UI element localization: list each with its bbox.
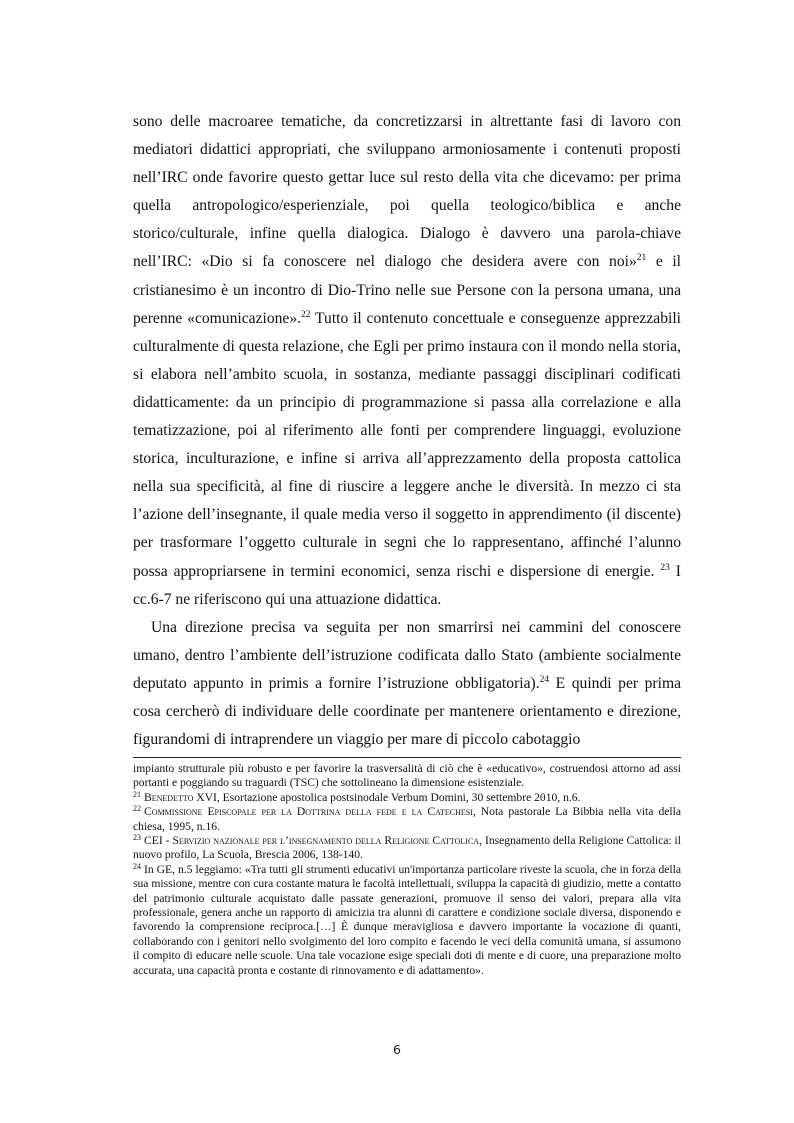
page-number: 6 bbox=[393, 1042, 401, 1057]
footnote-21-number: 21 bbox=[133, 789, 141, 799]
footnote-22-number: 22 bbox=[133, 804, 141, 814]
footnote-24 bbox=[133, 863, 681, 978]
footnote-23-author: Servizio nazionale per l’insegnamento della Religione Cattolica bbox=[172, 834, 480, 848]
footnote-23-number: 23 bbox=[133, 833, 141, 843]
footnote-22-text: , Nota pastorale La Bibbia nella vita della chiesa, 1995, n.16. bbox=[133, 805, 681, 833]
footnote-23-prefix: CEI - bbox=[144, 834, 173, 848]
footnote-24-number: 24 bbox=[133, 861, 141, 871]
paragraph-2-text-a: Una direzione precisa va seguita per non smarrirsi nei cammini del conoscere umano, dentro l’ambiente dell’istruzione codificata dallo Stato (ambiente socialmente deputato appunto in primis a fornire l’istruzione obbligatoria). bbox=[133, 618, 681, 692]
footnote-ref-24[interactable]: 24 bbox=[539, 674, 550, 685]
footnotes bbox=[133, 762, 681, 978]
footnote-23-text: , Insegnamento della Religione Cattolica: il nuovo profilo, La Scuola, Brescia 2006, 138-140. bbox=[133, 834, 681, 862]
paragraph-1-text-d: I cc.6-7 ne riferiscono qui una attuazione didattica. bbox=[133, 562, 681, 608]
main-text bbox=[133, 108, 681, 754]
paragraph-1 bbox=[133, 108, 681, 614]
footnote-23 bbox=[133, 834, 681, 863]
paragraph-1-text-c: Tutto il contenuto concettuale e conseguenze apprezzabili culturalmente di questa relazione, che Egli per primo instaura con il mondo nella storia, si elabora nell’ambito scuola, in sostanza, mediante passaggi disciplinari codificati didatticamente: da un principio di programmazione si passa alla correlazione e alla tematizzazione, poi al riferimento alle fonti per comprendere linguaggi, evoluzione storica, inculturazione, e infine si arriva all’apprezzamento della proposta cattolica nella sua specificità, al fine di riuscire a leggere anche le diversità. In mezzo ci sta l’azione dell’insegnante, il quale media verso il soggetto in apprendimento (il discente) per trasformare l’oggetto culturale in segni che lo rappresentano, affinché l’alunno possa appropriarsene in termini economici, senza rischi e dispersione di energie. bbox=[133, 309, 681, 580]
paragraph-2-text-b: E quindi per prima cosa cercherò di individuare delle coordinate per mantenere orientamento e direzione, figurandomi di intraprendere un viaggio per mare di piccolo cabotaggio bbox=[133, 674, 681, 749]
paragraph-1-text-a: sono delle macroaree tematiche, da concretizzarsi in altrettante fasi di lavoro con mediatori didattici appropriati, che sviluppano armoniosamente i contenuti proposti nell’IRC onde favorire questo gettar luce sul resto della vita che dicevamo: per prima quella antropologico/esperienziale, poi quella teologico/biblica e anche storico/culturale, infine quella dialogica. Dialogo è davvero una parola-chiave nell’IRC: «Dio si fa conoscere nel dialogo che desidera avere con noi» bbox=[133, 113, 681, 271]
footnote-ref-21[interactable]: 21 bbox=[636, 253, 647, 264]
footnote-21 bbox=[133, 791, 681, 805]
footnote-ref-23[interactable]: 23 bbox=[660, 562, 670, 573]
footnote-21-text: XVI, Esortazione apostolica postsinodale Verbum Domini, 30 settembre 2010, n.6. bbox=[193, 790, 581, 804]
footnote-21-author: Benedetto bbox=[144, 790, 194, 804]
footnote-separator bbox=[133, 757, 681, 758]
footnote-22-author: Commissione Episcopale per la Dottrina della fede e la Catechesi bbox=[144, 805, 473, 819]
paragraph-1-text-b: e il cristianesimo è un incontro di Dio-Trino nelle sue Persone con la persona umana, una perenne «comunicazione». bbox=[133, 253, 681, 327]
footnote-24-text: In GE, n.5 leggiamo: «Tra tutti gli strumenti educativi un'importanza particolare riveste la scuola, che in forza della sua missione, mentre con cura costante matura le facoltà intellettuali, sviluppa la capacità di giudizio, mette a contatto del patrimonio culturale acquistato dalle passate generazioni, promuove il senso dei valori, prepara alla vita professionale, genera anche un rapporto di amicizia tra alunni di carattere e condizione sociale diversa, disponendo e favorendo la comprensione reciproca.[…] È dunque meravigliosa e davvero importante la vocazione di quanti, collaborando con i genitori nello svolgimento del loro compito e facendo le veci della comunità umana, si assumono il compito di educare nelle scuole. Una tale vocazione esige speciali doti di mente e di cuore, una preparazione molto accurata, una capacità pronta e costante di rinnovamento e di adattamento». bbox=[133, 862, 681, 977]
footnote-ref-22[interactable]: 22 bbox=[301, 309, 311, 320]
footnote-22 bbox=[133, 805, 681, 834]
paragraph-2 bbox=[133, 614, 681, 754]
footnote-continuation: impianto strutturale più robusto e per favorire la trasversalità di ciò che è «educativo», costruendosi attorno ad assi portanti e poggiando su traguardi (TSC) che sottolineano la dimensione esistenziale. bbox=[133, 762, 681, 790]
